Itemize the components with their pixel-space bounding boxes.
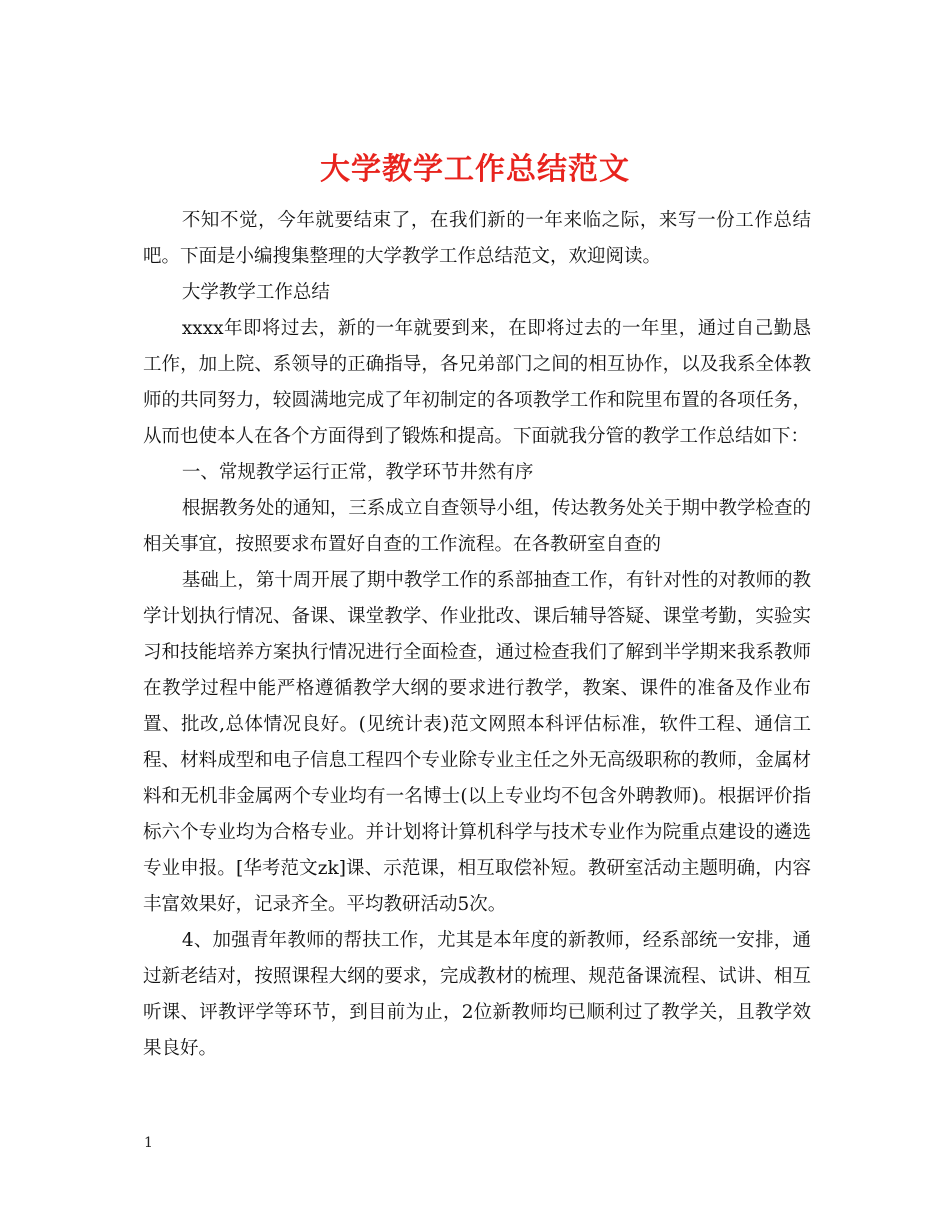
- inspection-details-paragraph: 基础上，第十周开展了期中教学工作的系部抽查工作，有针对性的对教师的教学计划执行情况、备课、课堂教学、作业批改、课后辅导答疑、课堂考勤，实验实习和技能培养方案执行情况进行全面检查，通过检查我们了解到半学期来我系教师在教学过程中能严格遵循教学大纲的要求进行教学，教案、课件的准备及作业布置、批改,总体情况良好。(见统计表)范文网照本科评估标准，软件工程、通信工程、材料成型和电子信息工程四个专业除专业主任之外无高级职称的教师，金属材料和无机非金属两个专业均有一名博士(以上专业均不包含外聘教师)。根据评价指标六个专业均为合格专业。并计划将计算机科学与技术专业作为院重点建设的遴选专业申报。[华考范文zk]课、示范课，相互取偿补短。教研室活动主题明确，内容丰富效果好，记录齐全。平均教研活动5次。: [143, 570, 811, 915]
- summary-paragraph: xxxx年即将过去，新的一年就要到来，在即将过去的一年里，通过自己勤恳工作，加上院、系领导的正确指导，各兄弟部门之间的相互协作，以及我系全体教师的共同努力，较圆满地完成了年初制定的各项教学工作和院里布置的各项任务，从而也使本人在各个方面得到了锻炼和提高。下面就我分管的教学工作总结如下：: [143, 318, 811, 447]
- subsection-heading: 一、常规教学运行正常，教学环节井然有序: [181, 462, 534, 483]
- document-title: 大学教学工作总结范文: [320, 152, 630, 188]
- young-teacher-paragraph: 4、加强青年教师的帮扶工作，尤其是本年度的新教师，经系部统一安排，通过新老结对，按照课程大纲的要求，完成教材的梳理、规范备课流程、试讲、相互听课、评教评学等环节，到目前为止，2位新教师均已顺利过了教学关，且教学效果良好。: [143, 930, 811, 1059]
- inspection-paragraph: 根据教务处的通知，三系成立自查领导小组，传达教务处关于期中教学检查的相关事宜，按照要求布置好自查的工作流程。在各教研室自查的: [143, 498, 811, 555]
- intro-paragraph: 不知不觉，今年就要结束了，在我们新的一年来临之际，来写一份工作总结吧。下面是小编搜集整理的大学教学工作总结范文，欢迎阅读。: [143, 210, 811, 267]
- page-number: 1: [144, 1135, 153, 1151]
- document-body: [143, 203, 811, 1067]
- section-heading: 大学教学工作总结: [181, 282, 330, 303]
